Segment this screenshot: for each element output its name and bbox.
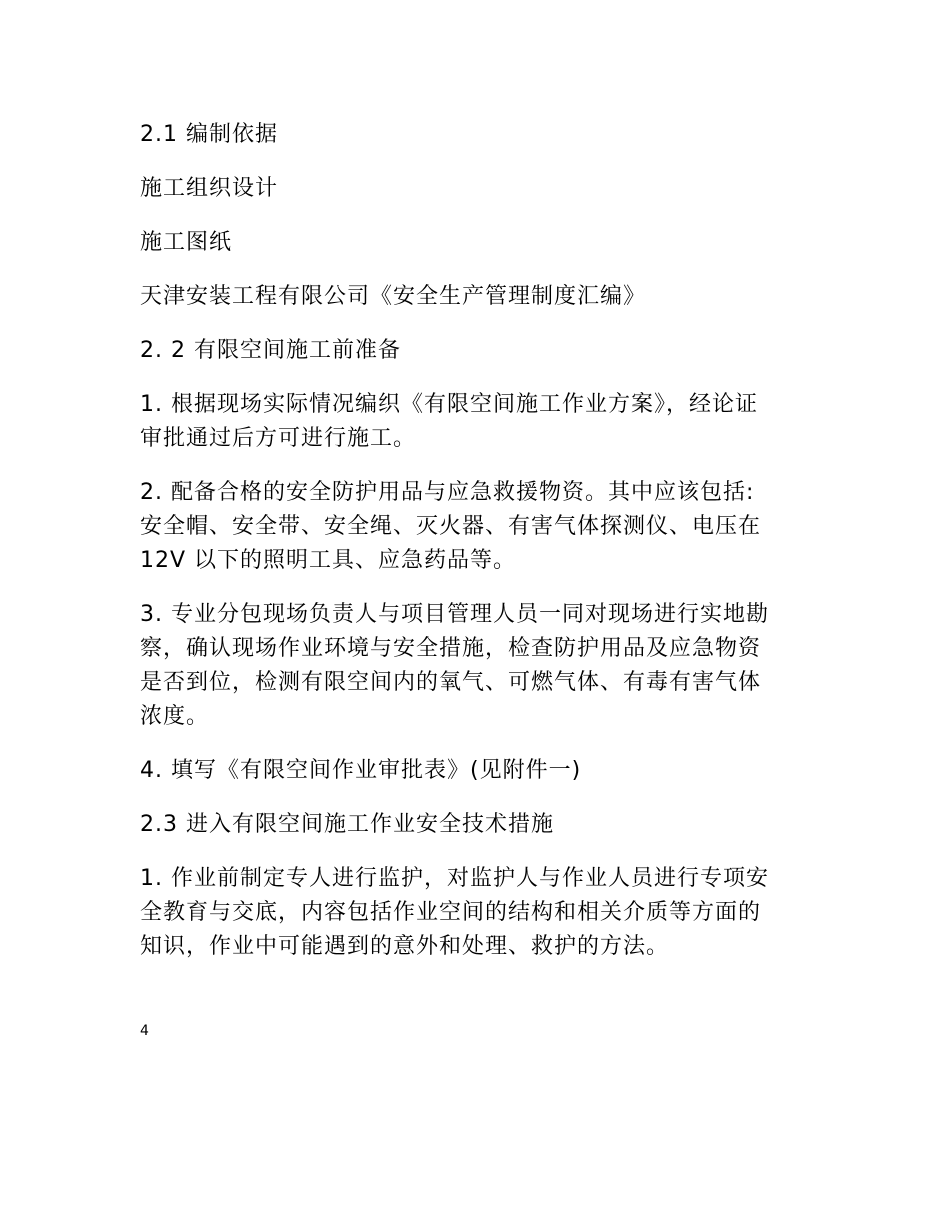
section-heading-2-2 — [140, 334, 810, 368]
basis-item-construction-design — [140, 172, 810, 206]
text-line: 施工图纸 — [140, 230, 233, 255]
text-line: 知识，作业中可能遇到的意外和处理、救护的方法。 — [140, 934, 670, 959]
measure-item-1 — [140, 862, 810, 964]
prep-item-2 — [140, 476, 810, 578]
prep-item-4 — [140, 754, 810, 788]
text-line: 1. 作业前制定专人进行监护，对监护人与作业人员进行专项安 — [140, 866, 769, 891]
text-line: 安全帽、安全带、安全绳、灭火器、有害气体探测仪、电压在 — [140, 514, 762, 539]
basis-item-drawings — [140, 226, 810, 260]
text-line: 施工组织设计 — [140, 176, 279, 201]
text-line: 2. 2 有限空间施工前准备 — [140, 338, 401, 363]
text-line: 4. 填写《有限空间作业审批表》(见附件一) — [140, 758, 582, 783]
text-line: 12V 以下的照明工具、应急药品等。 — [140, 548, 517, 573]
text-line: 2.3 进入有限空间施工作业安全技术措施 — [140, 812, 554, 837]
section-heading-2-3 — [140, 808, 810, 842]
basis-item-safety-manual — [140, 280, 810, 314]
text-line: 察，确认现场作业环境与安全措施，检查防护用品及应急物资 — [140, 636, 762, 661]
text-line: 审批通过后方可进行施工。 — [140, 426, 417, 451]
text-line: 天津安装工程有限公司《安全生产管理制度汇编》 — [140, 284, 647, 309]
text-line: 1. 根据现场实际情况编织《有限空间施工作业方案》，经论证 — [140, 392, 758, 417]
document-body — [140, 118, 810, 964]
prep-item-3 — [140, 598, 810, 734]
text-line: 2.1 编制依据 — [140, 122, 278, 147]
page-number: 4 — [140, 1023, 149, 1039]
section-heading-2-1 — [140, 118, 810, 152]
text-line: 浓度。 — [140, 704, 210, 729]
text-line: 3. 专业分包现场负责人与项目管理人员一同对现场进行实地勘 — [140, 602, 769, 627]
text-line: 全教育与交底，内容包括作业空间的结构和相关介质等方面的 — [140, 900, 762, 925]
text-line: 是否到位，检测有限空间内的氧气、可燃气体、有毒有害气体 — [140, 670, 762, 695]
text-line: 2. 配备合格的安全防护用品与应急救援物资。其中应该包括: — [140, 480, 755, 505]
prep-item-1 — [140, 388, 810, 456]
